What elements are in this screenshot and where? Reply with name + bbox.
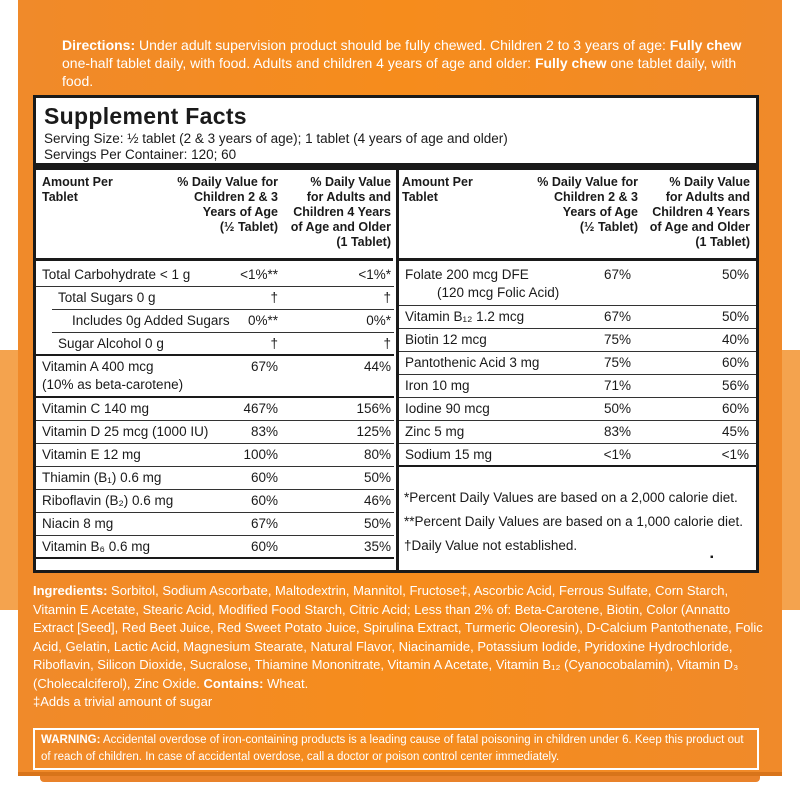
dv-adults-value: † [383,336,391,351]
dv-adults-value: 44% [363,359,391,374]
dv-adults-value: 56% [721,378,749,393]
contains-allergen: Wheat. [263,675,309,691]
dv-children-value: 67% [250,516,278,531]
warning-box [33,728,759,770]
dv-adults-value: 60% [721,355,749,370]
box-bottom-lip [40,776,760,782]
header-rule-right [399,258,756,261]
dv-adults-value: 40% [721,332,749,347]
servings-per-container: Servings Per Container: 120; 60 [44,147,237,162]
dv-children-value: 100% [243,447,278,462]
dv-children-value: 67% [603,309,631,324]
nutrient-name: Zinc 5 mg [405,424,465,439]
facts-title: Supplement Facts [44,103,247,129]
nutrient-name: Total Carbohydrate < 1 g [42,267,191,282]
note-1000-calorie: **Percent Daily Values are based on a 1,000 calorie diet. [404,514,743,529]
dv-children-value: 75% [603,332,631,347]
nutrient-name: Iodine 90 mcg [405,401,490,416]
dv-children-value: 50% [603,401,631,416]
nutrient-row [399,398,756,421]
directions-part-3: one tablet daily, with food. [62,55,737,89]
nutrient-name: Vitamin C 140 mg [42,401,150,416]
dv-children-value: 467% [243,401,278,416]
row-divider [36,557,394,559]
ingredients-text [33,582,768,712]
nutrient-row [36,287,394,310]
nutrient-subnote: (10% as beta-carotene) [42,377,184,392]
directions-bold-2: Fully chew [534,55,607,71]
dv-children-value: 83% [250,424,278,439]
nutrient-row [36,513,394,536]
nutrient-row [399,264,756,306]
dv-children-value: 60% [250,470,278,485]
dv-adults-value: 45% [721,424,749,439]
nutrient-row [36,310,394,333]
nutrient-name: Vitamin D 25 mcg (1000 IU) [42,424,209,439]
nutrient-row [399,444,756,467]
nutrient-row [36,264,394,287]
nutrient-row [36,444,394,467]
directions-text [62,36,752,90]
contains-label: Contains: [203,675,264,691]
dv-children-value: 71% [603,378,631,393]
header-dv-children-left: % Daily Value for Children 2 & 3 Years of Age (½ Tablet) [177,175,278,234]
nutrient-row [399,306,756,329]
nutrient-row [36,490,394,513]
decorative-dot: ▪ [710,552,714,563]
dv-adults-value: † [383,290,391,305]
dv-children-value: 67% [603,267,631,282]
dv-adults-value: 46% [363,493,391,508]
dv-adults-value: 50% [363,516,391,531]
nutrient-row [399,352,756,375]
dv-adults-value: 50% [721,267,749,282]
nutrient-row [36,467,394,490]
nutrient-name: Thiamin (B₁) 0.6 mg [42,470,162,485]
directions-part-2: one-half tablet daily, with food. Adults and children 4 years of age and older: [62,55,535,71]
dv-adults-value: 50% [721,309,749,324]
nutrient-subnote: (120 mcg Folic Acid) [437,285,560,300]
dv-adults-value: 0%* [366,313,391,328]
header-dv-children-right: % Daily Value for Children 2 & 3 Years of Age (½ Tablet) [537,175,638,234]
nutrient-row [36,333,394,356]
nutrient-name: Riboflavin (B₂) 0.6 mg [42,493,174,508]
header-amount-left: Amount Per Tablet [42,175,113,204]
nutrient-name: Pantothenic Acid 3 mg [405,355,540,370]
ingredients-label: Ingredients: [33,583,108,598]
dv-adults-value: 156% [356,401,391,416]
nutrient-row [36,356,394,398]
nutrient-name: Total Sugars 0 g [58,290,156,305]
dv-adults-value: <1% [721,447,749,462]
directions-bold-1: Fully chew [669,37,742,53]
nutrient-row [36,536,394,559]
dv-children-value: † [270,290,278,305]
nutrient-row [36,421,394,444]
nutrient-name: Niacin 8 mg [42,516,114,531]
nutrient-row [399,329,756,352]
dv-adults-value: 125% [356,424,391,439]
dv-adults-value: 60% [721,401,749,416]
nutrient-name: Vitamin E 12 mg [42,447,141,462]
header-dv-adults-left: % Daily Value for Adults and Children 4 Years of Age and Older (1 Tablet) [290,175,391,249]
header-rule-left [36,258,393,261]
note-dv-not-established: †Daily Value not established. [404,538,578,553]
box-edge-right [782,350,800,610]
warning-text: Accidental overdose of iron-containing products is a leading cause of fatal poisoning in children under 6. Keep this product out of reach of children. In case of accidental overdose, call a doctor or poison control center immediately. [41,734,744,763]
dv-adults-value: <1%* [358,267,391,282]
ingredients-list: Sorbitol, Sodium Ascorbate, Maltodextrin, Mannitol, Fructose‡, Ascorbic Acid, Ferrous Sulfate, Corn Starch, Vitamin E Acetate, Stearic Acid, Modified Food Starch, Citric Acid; Less than 2% of: Beta-Carotene, Biotin, Color (Annatto Extract [Seed], Red Beet Juice, Red Sweet Potato Juice, Spirulina Extract, Turmeric Oleoresin), D-Calcium Pantothenate, Folic Acid, Gelatin, Lactic Acid, Magnesium Stearate, Natural Flavor, Niacinamide, Potassium Iodide, Pyridoxine Hydrochloride, Riboflavin, Silicon Dioxide, Sucralose, Thiamine Mononitrate, Vitamin A Acetate, Vitamin B₁₂ (Cyanocobalamin), Vitamin D₃ (Cholecalciferol), Zinc Oxide. [33,583,763,691]
nutrient-row [399,375,756,398]
nutrient-name: Vitamin B₆ 0.6 mg [42,539,150,554]
dv-adults-value: 80% [363,447,391,462]
nutrient-name: Folate 200 mcg DFE [405,267,529,282]
dv-children-value: 60% [250,493,278,508]
box-edge-left [0,350,18,610]
sugar-footnote: ‡Adds a trivial amount of sugar [33,694,213,709]
dv-children-value: <1%** [240,267,278,282]
supplement-facts-panel [33,95,759,573]
nutrient-name: Vitamin B₁₂ 1.2 mcg [405,309,525,324]
nutrient-name: Includes 0g Added Sugars [72,313,230,328]
dv-children-value: 83% [603,424,631,439]
nutrient-name: Iron 10 mg [405,378,470,393]
warning-label: WARNING: [41,734,101,746]
nutrient-row [36,398,394,421]
dv-children-value: 60% [250,539,278,554]
dv-children-value: † [270,336,278,351]
dv-children-value: 75% [603,355,631,370]
nutrient-name: Sugar Alcohol 0 g [58,336,164,351]
dv-children-value: 0%** [247,313,278,328]
dv-children-value: 67% [250,359,278,374]
nutrient-row [399,421,756,444]
note-2000-calorie: *Percent Daily Values are based on a 2,000 calorie diet. [404,490,738,505]
dv-children-value: <1% [603,447,631,462]
nutrient-name: Biotin 12 mcg [405,332,487,347]
header-amount-right: Amount Per Tablet [402,175,473,204]
serving-size: Serving Size: ½ tablet (2 & 3 years of age); 1 tablet (4 years of age and older) [44,131,508,146]
row-divider [399,465,756,467]
bottom-strip [0,776,800,800]
header-dv-adults-right: % Daily Value for Adults and Children 4 Years of Age and Older (1 Tablet) [649,175,750,249]
directions-part-1: Under adult supervision product should be fully chewed. Children 2 to 3 years of age: [135,37,670,53]
dv-adults-value: 35% [363,539,391,554]
directions-label: Directions: [62,37,136,53]
nutrient-name: Vitamin A 400 mcg [42,359,154,374]
dv-adults-value: 50% [363,470,391,485]
nutrient-name: Sodium 15 mg [405,447,493,462]
